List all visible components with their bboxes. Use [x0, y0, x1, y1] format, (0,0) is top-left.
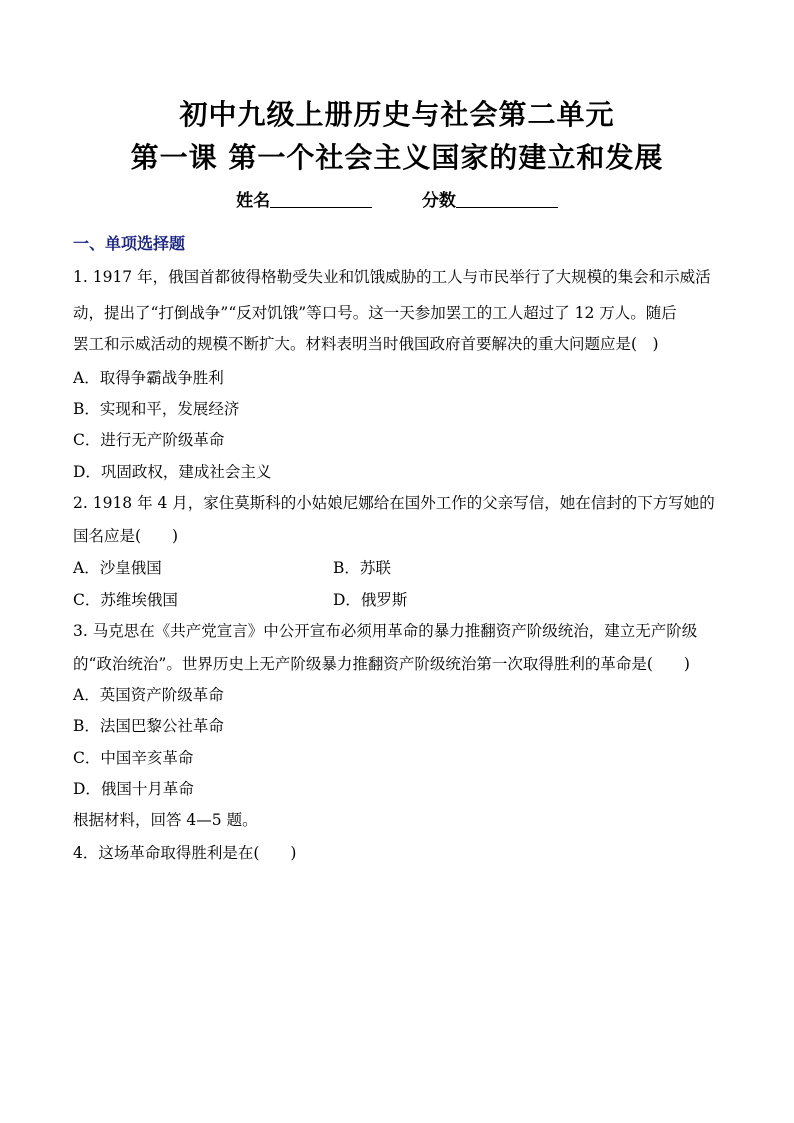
q3-option-a[interactable]: A．英国资产阶级革命 [73, 686, 224, 704]
q2-options-row-1 [73, 558, 723, 578]
name-score-line [0, 190, 794, 212]
q2-option-a[interactable]: A．沙皇俄国 [73, 559, 162, 577]
q1-option-d[interactable]: D．巩固政权，建成社会主义 [73, 463, 272, 481]
score-label: 分数 [421, 191, 456, 211]
q1-option-b[interactable]: B．实现和平，发展经济 [73, 400, 240, 418]
score-blank[interactable] [456, 191, 558, 208]
q2-option-d[interactable]: D．俄罗斯 [333, 591, 408, 609]
document-title: 初中九级上册历史与社会第二单元 [179, 98, 615, 131]
q1-option-c[interactable]: C．进行无产阶级革命 [73, 431, 225, 449]
q2-options-row-2 [73, 590, 723, 610]
q4-line-1: 4．这场革命取得胜利是在( ) [73, 844, 297, 862]
q2-line-1: 2. 1918 年 4 月，家住莫斯科的小姑娘尼娜给在国外工作的父亲写信，她在信封的下方写她的 [73, 494, 715, 512]
section-heading: 一、单项选择题 [73, 234, 186, 253]
q3-option-d[interactable]: D．俄国十月革命 [73, 780, 194, 798]
lesson-title: 第一课 第一个社会主义国家的建立和发展 [130, 141, 664, 174]
q3-option-c[interactable]: C．中国辛亥革命 [73, 749, 194, 767]
material-note: 根据材料，回答 4—5 题。 [73, 811, 258, 829]
q2-option-b[interactable]: B．苏联 [333, 559, 391, 577]
q1-line-1: 1. 1917 年，俄国首都彼得格勒受失业和饥饿威胁的工人与市民举行了大规模的集会和示威活 [73, 268, 711, 286]
q3-line-1: 3. 马克思在《共产党宣言》中公开宣布必须用革命的暴力推翻资产阶级统治，建立无产阶级 [73, 622, 698, 640]
q2-line-2: 国名应是( ) [73, 527, 179, 545]
name-label: 姓名 [236, 191, 271, 211]
name-blank[interactable] [270, 191, 372, 208]
q1-line-3: 罢工和示威活动的规模不断扩大。材料表明当时俄国政府首要解决的重大问题应是( ) [73, 335, 659, 353]
q3-option-b[interactable]: B．法国巴黎公社革命 [73, 717, 224, 735]
q1-line-2: 动，提出了“打倒战争”“反对饥饿”等口号。这一天参加罢工的工人超过了 12 万人。随后 [73, 304, 677, 322]
q1-option-a[interactable]: A．取得争霸战争胜利 [73, 369, 224, 387]
q2-option-c[interactable]: C．苏维埃俄国 [73, 591, 178, 609]
q3-line-2: 的“政治统治”。世界历史上无产阶级暴力推翻资产阶级统治第一次取得胜利的革命是( ) [73, 655, 690, 673]
